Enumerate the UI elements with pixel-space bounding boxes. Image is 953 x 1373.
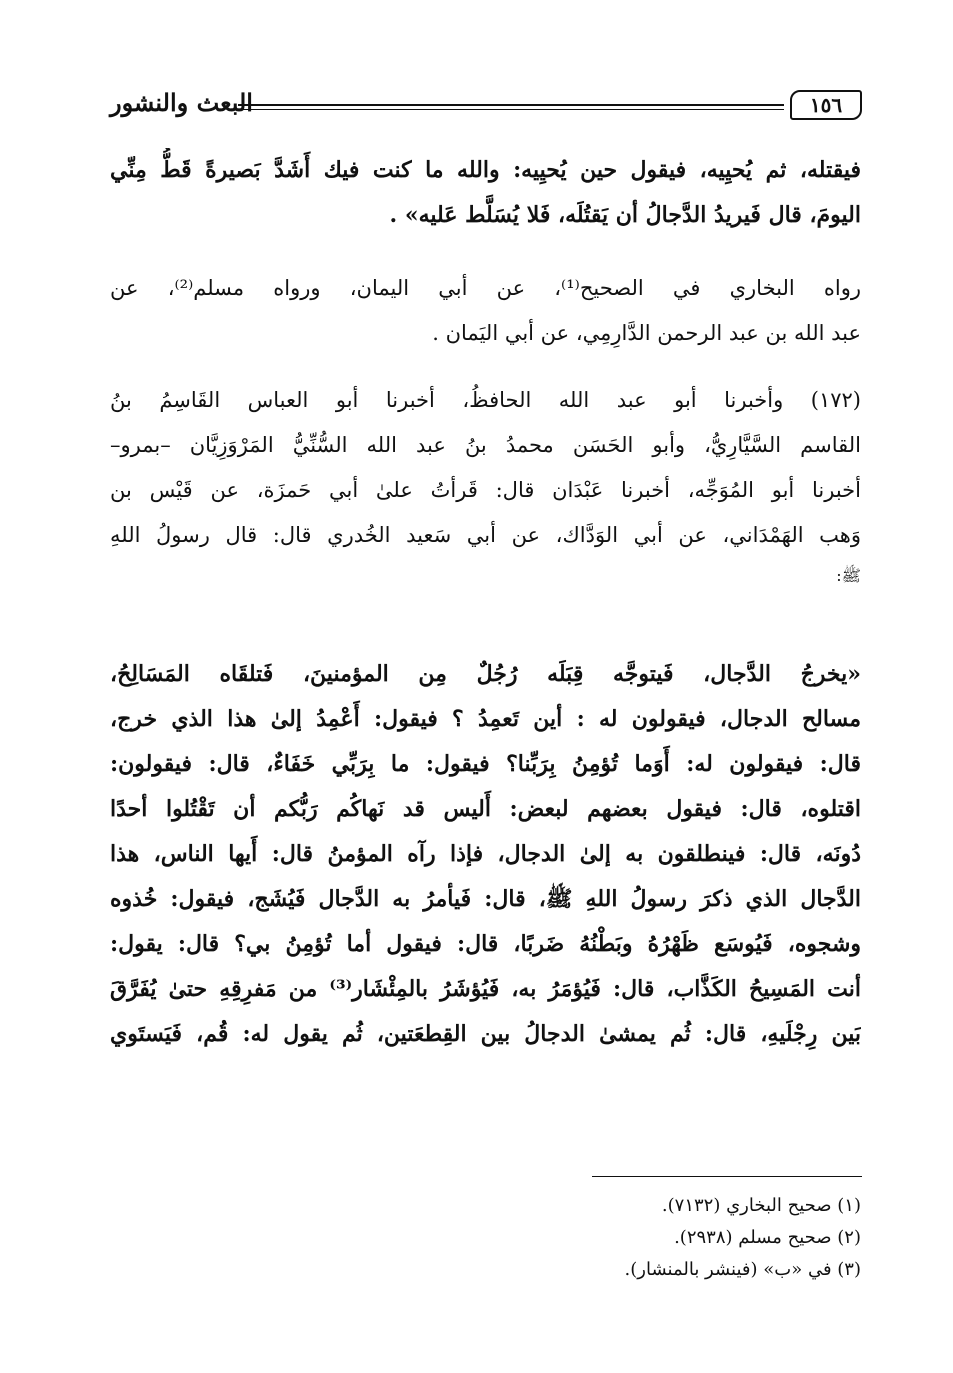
header-rule <box>238 104 784 110</box>
text-line: وشجوه، فَيُوسَع ظَهْرُهُ وبَطْنُهُ ضَربًا، قال: فيقول أما تُؤمِنُ بي؟ قال: يقول: <box>110 931 861 957</box>
text-line: أنت المَسِيحُ الكَذَّاب، قال: فَيُؤمَرُ به، فَيُؤشَرُ بالمِئْشَار⁽³⁾ من مَفرِقِهِ حتىٰ يُفَرَّقَ <box>110 976 861 1002</box>
footnote-3: (٣) في «ب» (فينشر بالمنشار). <box>624 1259 861 1280</box>
running-title: البعث والنشور <box>110 88 253 117</box>
text-line: بَين رِجْلَيهِ، قال: ثُم يمشىٰ الدجالُ بين القِطعَتين، ثُم يقول له: قُم، فَيَستَوي <box>110 1021 861 1047</box>
text-line: أخبرنا أبو المُوَجِّه، أخبرنا عَبْدَان قال: قَرأتُ علىٰ أبي حَمزَة، عن قَيْس بن <box>110 478 861 502</box>
text-line: «يخرجُ الدَّجال، فَيتوجَّه قِبَلَه رُجُلٌ مِن المؤمنينَ، فَتلقَاه المَسَالِحُ، <box>110 661 861 687</box>
text-line: القاسم السَّيَّارِيُّ، وأبو الحَسَن محمدُ بنُ عبد الله السُّنِّيُّ المَرْوَزِيَّان –بمرو– <box>110 433 861 457</box>
footnote-2: (٢) صحيح مسلم (٢٩٣٨). <box>674 1227 861 1248</box>
text-line: دُونَه، قال: فينطلقون به إلىٰ الدجال، فإذا رآه المؤمنُ قال: أَيها الناس، هذا <box>110 841 861 867</box>
footnote-1: (١) صحيح البخاري (٧١٣٢). <box>661 1195 861 1216</box>
paragraph-hadith <box>110 652 861 1057</box>
text-line: (١٧٢) وأخبرنا أبو عبد الله الحافظُ، أخبرنا أبو العباس القَاسِمُ بنُ <box>110 388 861 412</box>
text-line: فيقتله، ثم يُحيِيه، فيقول حين يُحيِيه: والله ما كنت فيك أَشَدَّ بَصيرةً قَطُّ مِنِّي <box>110 157 861 183</box>
text-line: الدَّجال الذي ذكرَ رسولُ اللهِ ﷺ، قال: فَيأمرُ به الدَّجال فَيُشَج، فيقول: خُذوه <box>110 886 861 912</box>
text-line: قال: فيقولون له: أَوَما تُؤمِنُ بِرَبِّنا؟ فيقول: ما بِرَبِّي خَفَاءٌ، قال: فيقولون: <box>110 751 861 777</box>
salutation-glyph: ﷺ: <box>836 566 861 585</box>
text-line: رواه البخاري في الصحيح⁽¹⁾، عن أبي اليمان، ورواه مسلم⁽²⁾، عن <box>110 276 861 300</box>
text-line: عبد الله بن عبد الرحمن الدَّارِمِي، عن أبي اليَمان . <box>432 321 861 345</box>
text-line: اليومَ، قال فَيريدُ الدَّجالُ أن يَقتُلَه، فَلا يُسَلَّط عَليه» . <box>389 202 861 228</box>
footnote-separator <box>592 1176 862 1177</box>
paragraph-hadith-end <box>110 148 861 238</box>
paragraph-source <box>110 266 861 356</box>
page-header <box>110 88 862 128</box>
text-line: مسالح الدجال، فيقولون له : أين تَعمِدُ ؟ فيقول: أَعْمِدُ إلىٰ هذا الذي خرج، <box>110 706 861 732</box>
text-line: اقتلوه، قال: فيقول بعضهم لبعض: أَليس قد نَهاكُم رَبُّكم أن تَقْتُلوا أحدًا <box>110 796 861 822</box>
paragraph-isnad <box>110 378 861 594</box>
page-number: ١٥٦ <box>790 90 862 120</box>
text-line: وَهب الهَمْدَاني، عن أبي الوَدَّاك، عن أبي سَعيد الخُدري قال: قال رسولُ اللهِ <box>110 523 861 547</box>
footnotes <box>461 1190 861 1286</box>
